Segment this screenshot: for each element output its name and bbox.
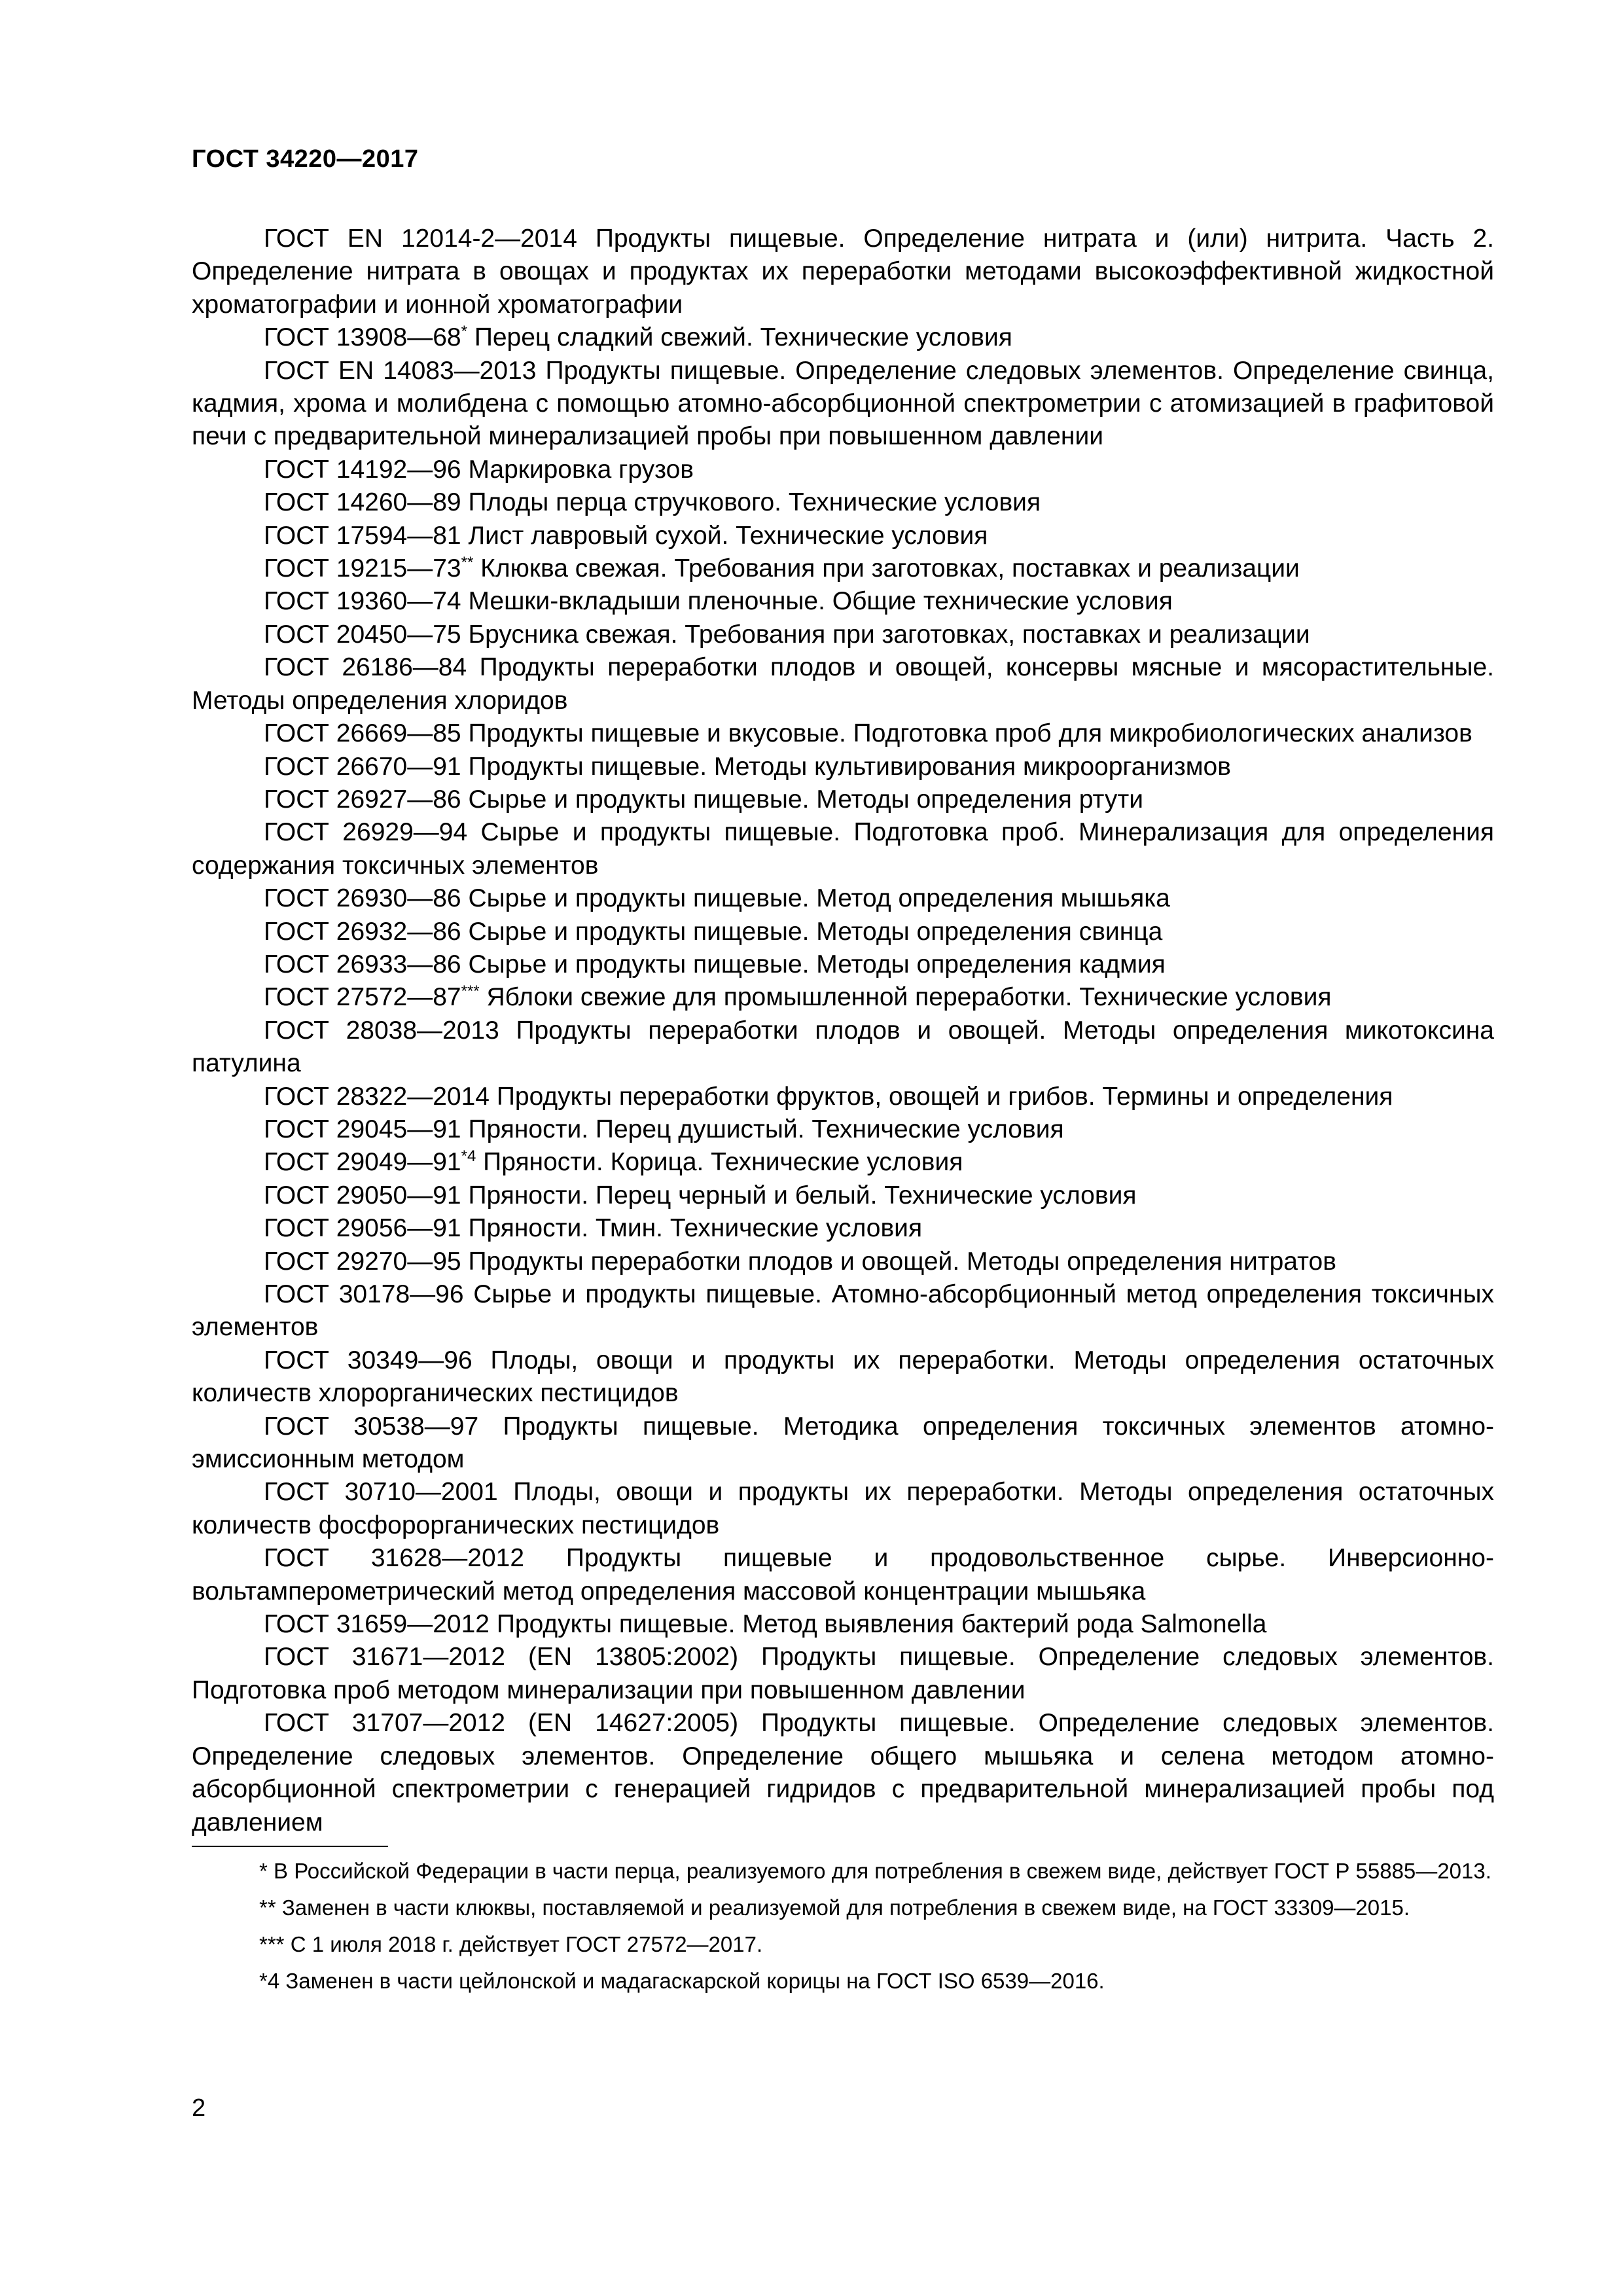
reference-item <box>192 717 1494 750</box>
reference-code: ГОСТ 26670—91 <box>264 752 461 781</box>
footnote-marker: *** <box>461 982 480 1001</box>
reference-code: ГОСТ 30349—96 <box>264 1346 473 1374</box>
reference-code: ГОСТ 26929—94 <box>264 818 468 847</box>
reference-title: Сырье и продукты пищевые. Методы определения кадмия <box>468 950 1166 978</box>
reference-title: Продукты пищевые. Определение следовых элементов. Определение свинца, кадмия, хрома и молибдена с помощью атомно-абсорбционной спектрометрии с атомизацией в графитовой печи с предварительной минерализацией пробы при повышенном давлении <box>192 356 1494 451</box>
reference-title: Продукты пищевые. Определение следовых элементов. Подготовка проб методом минерализации при повышенном давлении <box>192 1643 1494 1704</box>
reference-code: ГОСТ 14260—89 <box>264 488 461 517</box>
reference-item <box>192 981 1494 1014</box>
reference-code: ГОСТ 13908—68 <box>264 323 461 352</box>
reference-item <box>192 1608 1494 1641</box>
footnote-mark: *** <box>259 1932 285 1956</box>
reference-title: Плоды, овощи и продукты их переработки. Методы определения остаточных количеств фосфорорганических пестицидов <box>192 1478 1494 1539</box>
reference-item <box>192 751 1494 783</box>
reference-code: ГОСТ 17594—81 <box>264 521 461 550</box>
reference-code: ГОСТ 26186—84 <box>264 653 467 682</box>
footnotes <box>192 1857 1494 2004</box>
reference-code: ГОСТ 26669—85 <box>264 719 461 748</box>
reference-code: ГОСТ 31659—2012 <box>264 1610 490 1639</box>
reference-code: ГОСТ 31628—2012 <box>264 1544 525 1573</box>
reference-title: Перец сладкий свежий. Технические условия <box>474 323 1012 352</box>
reference-item <box>192 1113 1494 1146</box>
reference-item <box>192 948 1494 981</box>
reference-code: ГОСТ 26930—86 <box>264 884 461 913</box>
reference-code: ГОСТ 29050—91 <box>264 1181 461 1210</box>
reference-code: ГОСТ 29270—95 <box>264 1247 461 1276</box>
reference-title: Плоды, овощи и продукты их переработки. Методы определения остаточных количеств хлорорганических пестицидов <box>192 1346 1494 1408</box>
reference-item <box>192 1014 1494 1081</box>
reference-code: ГОСТ 30710—2001 <box>264 1478 498 1507</box>
reference-item <box>192 783 1494 816</box>
reference-item <box>192 1278 1494 1344</box>
footnote-marker: ** <box>461 554 474 572</box>
reference-item <box>192 355 1494 454</box>
reference-code: ГОСТ 30538—97 <box>264 1412 479 1441</box>
reference-item <box>192 585 1494 618</box>
reference-title: Продукты пищевые. Определение следовых элементов. Определение следовых элементов. Определение общего мышьяка и селена методом атомно-абсорбционной спектрометрии с генерацией гидридов с предварительной минерализацией пробы под давлением <box>192 1709 1494 1837</box>
reference-code: ГОСТ 26932—86 <box>264 917 461 946</box>
footnote-text: Заменен в части цейлонской и мадагаскарской корицы на ГОСТ ISO 6539—2016. <box>285 1969 1105 1993</box>
reference-title: Яблоки свежие для промышленной переработки. Технические условия <box>486 983 1332 1012</box>
reference-item <box>192 552 1494 585</box>
reference-item <box>192 619 1494 651</box>
reference-title: Лист лавровый сухой. Технические условия <box>468 521 988 550</box>
reference-title: Сырье и продукты пищевые. Метод определения мышьяка <box>468 884 1170 913</box>
reference-title: Мешки-вкладыши пленочные. Общие технические условия <box>468 587 1173 616</box>
reference-item <box>192 816 1494 882</box>
reference-title: Пряности. Перец черный и белый. Технические условия <box>468 1181 1137 1210</box>
reference-code: ГОСТ 19215—73 <box>264 554 461 583</box>
reference-item <box>192 1641 1494 1707</box>
footnote-mark: ** <box>259 1895 276 1920</box>
reference-title: Продукты переработки плодов и овощей. Методы определения нитратов <box>468 1247 1336 1276</box>
reference-code: ГОСТ 31671—2012 (EN 13805:2002) <box>264 1643 739 1672</box>
reference-title: Сырье и продукты пищевые. Подготовка проб. Минерализация для определения содержания токсичных элементов <box>192 818 1494 880</box>
reference-title: Продукты пищевые. Методика определения токсичных элементов атомно-эмиссионным методом <box>192 1412 1494 1474</box>
reference-title: Продукты пищевые. Методы культивирования микроорганизмов <box>468 752 1231 781</box>
reference-title: Пряности. Тмин. Технические условия <box>468 1214 923 1243</box>
reference-title: Сырье и продукты пищевые. Атомно-абсорбционный метод определения токсичных элементов <box>192 1280 1495 1342</box>
reference-item <box>192 1707 1494 1839</box>
reference-item <box>192 1081 1494 1113</box>
reference-item <box>192 1179 1494 1212</box>
reference-title: Плоды перца стручкового. Технические условия <box>468 488 1041 517</box>
reference-item <box>192 651 1494 717</box>
footnote-separator <box>192 1846 388 1847</box>
reference-title: Продукты пищевые и вкусовые. Подготовка проб для микробиологических анализов <box>468 719 1472 748</box>
reference-title: Маркировка грузов <box>468 455 694 484</box>
footnote-text: В Российской Федерации в части перца, реализуемого для потребления в свежем виде, действует ГОСТ Р 55885—2013. <box>274 1859 1491 1883</box>
reference-code: ГОСТ EN 12014-2—2014 <box>264 224 577 253</box>
reference-title: Пряности. Перец душистый. Технические условия <box>468 1115 1064 1143</box>
reference-code: ГОСТ 31707—2012 (EN 14627:2005) <box>264 1709 739 1738</box>
reference-item <box>192 1542 1494 1608</box>
reference-code: ГОСТ 30178—96 <box>264 1280 464 1308</box>
reference-code: ГОСТ 26927—86 <box>264 785 461 814</box>
reference-code: ГОСТ 29049—91 <box>264 1148 461 1177</box>
footnote-marker: * <box>461 323 467 341</box>
reference-item <box>192 1344 1494 1410</box>
reference-title: Продукты переработки фруктов, овощей и грибов. Термины и определения <box>496 1082 1393 1111</box>
reference-item <box>192 520 1494 552</box>
reference-title: Продукты пищевые. Определение нитрата и (или) нитрита. Часть 2. Определение нитрата в овощах и продуктах их переработки методами высокоэффективной жидкостной хроматографии и ионной хроматографии <box>192 224 1494 319</box>
reference-title: Продукты пищевые и продовольственное сырье. Инверсионно-вольтамперометрический метод определения массовой концентрации мышьяка <box>192 1544 1494 1605</box>
reference-item <box>192 916 1494 948</box>
reference-title: Продукты переработки плодов и овощей, консервы мясные и мясорастительные. Методы определения хлоридов <box>192 653 1495 715</box>
reference-title: Брусника свежая. Требования при заготовках, поставках и реализации <box>468 620 1310 649</box>
reference-item <box>192 882 1494 915</box>
footnote-mark: *4 <box>259 1969 280 1993</box>
reference-code: ГОСТ 29056—91 <box>264 1214 461 1243</box>
reference-title: Сырье и продукты пищевые. Методы определения ртути <box>468 785 1143 814</box>
footnote-text: С 1 июля 2018 г. действует ГОСТ 27572—2017. <box>290 1932 763 1956</box>
reference-code: ГОСТ 20450—75 <box>264 620 461 649</box>
document-header: ГОСТ 34220—2017 <box>192 145 419 173</box>
reference-item <box>192 223 1494 321</box>
reference-code: ГОСТ 26933—86 <box>264 950 461 978</box>
reference-code: ГОСТ EN 14083—2013 <box>264 356 537 385</box>
page-number: 2 <box>192 2094 206 2122</box>
reference-code: ГОСТ 14192—96 <box>264 455 461 484</box>
reference-item <box>192 454 1494 486</box>
reference-title: Продукты пищевые. Метод выявления бактерий рода Salmonella <box>496 1610 1267 1639</box>
reference-title: Пряности. Корица. Технические условия <box>483 1148 963 1177</box>
footnote <box>192 1931 1494 1958</box>
reference-title: Продукты переработки плодов и овощей. Методы определения микотоксина патулина <box>192 1016 1494 1078</box>
reference-item <box>192 1212 1494 1245</box>
reference-item <box>192 1476 1494 1542</box>
normative-references-list <box>192 223 1494 1839</box>
footnote-text: Заменен в части клюквы, поставляемой и реализуемой для потребления в свежем виде, на ГОСТ 33309—2015. <box>281 1895 1410 1920</box>
reference-item <box>192 486 1494 519</box>
footnote <box>192 1857 1494 1885</box>
reference-title: Сырье и продукты пищевые. Методы определения свинца <box>468 917 1163 946</box>
footnote <box>192 1894 1494 1922</box>
reference-code: ГОСТ 29045—91 <box>264 1115 461 1143</box>
reference-code: ГОСТ 27572—87 <box>264 983 461 1012</box>
reference-item <box>192 1146 1494 1179</box>
reference-code: ГОСТ 28322—2014 <box>264 1082 490 1111</box>
reference-title: Клюква свежая. Требования при заготовках, поставках и реализации <box>480 554 1300 583</box>
footnote-mark: * <box>259 1859 268 1883</box>
reference-item <box>192 1246 1494 1278</box>
footnote-marker: *4 <box>461 1147 476 1166</box>
footnote <box>192 1967 1494 1995</box>
reference-item <box>192 321 1494 354</box>
reference-code: ГОСТ 19360—74 <box>264 587 461 616</box>
reference-code: ГОСТ 28038—2013 <box>264 1016 499 1045</box>
reference-item <box>192 1410 1494 1477</box>
